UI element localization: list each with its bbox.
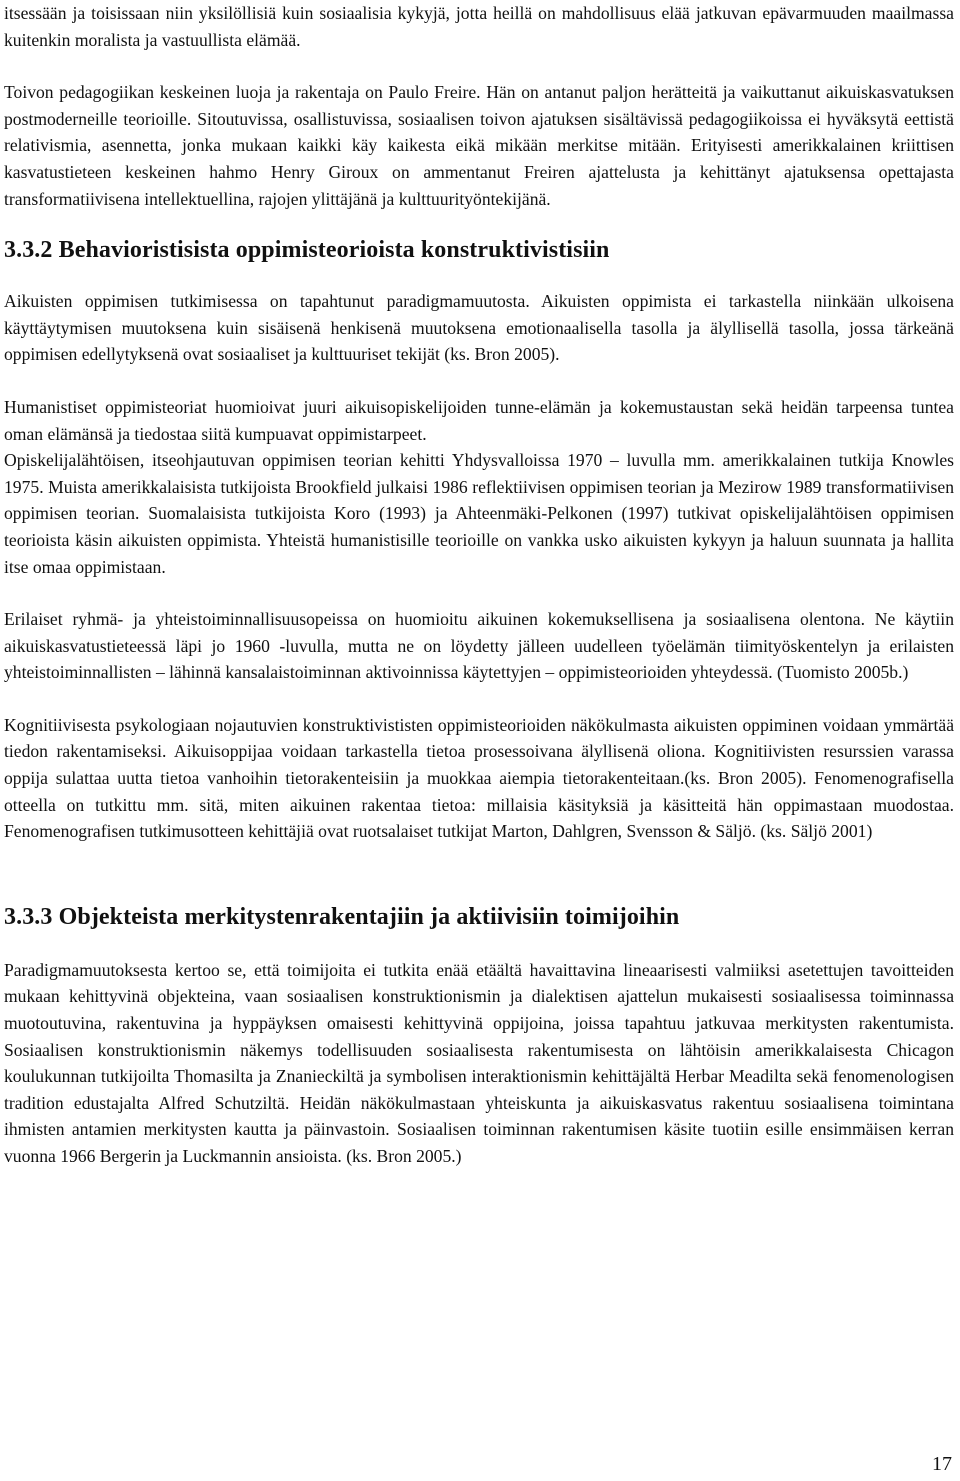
section-heading-3-3-2: 3.3.2 Behavioristisista oppimisteorioista konstruktivistisiin	[4, 237, 610, 264]
section-heading-3-3-3: 3.3.3 Objekteista merkitystenrakentajiin ja aktiivisiin toimijoihin	[4, 903, 680, 930]
paragraph-humanistic: Humanistiset oppimisteoriat huomioivat juuri aikuisopiskelijoiden tunne-elämän ja kokemustaustan sekä heidän tarpeensa tuntea oman elämänsä ja tiedostaa siitä kumpuavat oppimistarpeet.	[4, 396, 954, 444]
paragraph-group-learning: Erilaiset ryhmä- ja yhteistoiminnallisuusopeissa on huomioitu aikuinen kokemuksellisena ja sosiaalisena olentona. Ne käytiin aikuiskasvatustieteessä läpi jo 1960 -luvulla, mutta ne on löydetty jälleen uudelleen työelämän tiimityöskentelyn ja erilaisten yhteistoiminnallisten – lähinnä kansalaistoiminnan aktivoinnissa käytettyjen – oppimisteorioiden yhteydessä. (Tuomisto 2005b.)	[4, 609, 954, 683]
paragraph-cognitive: Kognitiivisesta psykologiaan nojautuvien konstruktivististen oppimisteorioiden näkökulmasta aikuisten oppiminen voidaan ymmärtää tiedon rakentamiseksi. Aikuisoppijaa voidaan tarkastella tietoa prosessoivana älyllisenä oliona. Kognitiivisten resurssien varassa oppija sulattaa uutta tietoa vanhoihin tietorakenteisiin ja muokkaa aiempia tietorakenteitaan.(ks. Bron 2005). Fenomenografisella otteella on tutkittu mm. sitä, miten aikuinen rakentaa tietoa: millaisia käsityksiä ja käsitteitä hän oppimastaan muodostaa. Fenomenografisen tutkimusotteen kehittäjiä ovat ruotsalaiset tutkijat Marton, Dahlgren, Svensson & Säljö. (ks. Säljö 2001)	[4, 714, 954, 842]
paragraph-constructionism: Paradigmamuutoksesta kertoo se, että toimijoita ei tutkita enää etäältä havaittavina lineaarisesti valmiiksi asetettujen tavoitteiden mukaan kehittyvinä objekteina, vaan sosiaalisen konstruktionismin ja dialektisen ajattelun mukaisesti sosiaalisessa toiminnassa muotoutuvina, rakentuvina ja hyppäyksen omaisesti kehittyvinä oppijoina, joissa tapahtuu jatkuvaa merkitysten rakentumista. Sosiaalisen konstruktionismin näkemys todellisuuden sosiaalisesta rakentumisesta on lähtöisin amerikkalaisesta Chicagon koulukunnan tutkijoilta Thomasilta ja Znanieckiltä ja symbolisen interaktionismin kehittäjältä Herbar Meadilta sekä fenomenologisen tradition edustajalta Alfred Schutziltä. Heidän näkökulmastaan yhteiskunta ja aikuiskasvatus rakentuu sosiaalisena toimintana ihmisten antamien merkitysten kautta ja päinvastoin. Sosiaalisen toiminnan rakentumisen käsite tuotiin esille ensimmäisen kerran vuonna 1966 Bergerin ja Luckmannin ansioista. (ks. Bron 2005.)	[4, 959, 954, 1166]
paragraph-learner-centered: Opiskelijalähtöisen, itseohjautuvan oppimisen teorian kehitti Yhdysvalloissa 1970 – luvulla mm. amerikkalainen tutkija Knowles 1975. Muista amerikkalaisista tutkijoista Brookfield julkaisi 1986 reflektiivisen oppimisen teorian ja Mezirow 1989 transformatiivisen oppimisen teorian. Suomalaisista tutkijoista Koro (1993) ja Ahteenmäki-Pelkonen (1997) tutkivat opiskelijalähtöisen oppimisen teorioista käsin aikuisten oppimista. Yhteistä humanistisille teorioille on vankka usko aikuisten kykyyn ja haluun suunnata ja hallita itse omaa oppimistaan.	[4, 450, 954, 577]
paragraph-freire: Toivon pedagogiikan keskeinen luoja ja rakentaja on Paulo Freire. Hän on antanut paljon herätteitä ja vaikuttanut aikuiskasvatuksen postmoderneille teorioille. Sitoutuvissa, osallistuvissa, sosiaalisen toivon ajatuksen sisältävissä pedagogiikoissa ei hyväksytä eettistä relativismia, asennetta, jonka mukaan kaikki käy kaikesta eikä mikään merkitse mitään. Erityisesti amerikkalainen kriittisen kasvatustieteen keskeinen hahmo Henry Giroux on ammentanut Freiren ajattelusta ja kehittänyt ajatuksensa opettajasta transformatiivisena intellektuellina, rajojen ylittäjänä ja kulttuurityöntekijänä.	[4, 82, 954, 209]
document-page	[4, 0, 954, 1170]
paragraph-continuation: itsessään ja toisissaan niin yksilöllisiä kuin sosiaalisia kykyjä, jotta heillä on mahdollisuus elää jatkuvan epävarmuuden maailmassa kuitenkin moralista ja vastuullista elämää.	[4, 3, 954, 50]
paragraph-paradigm: Aikuisten oppimisen tutkimisessa on tapahtunut paradigmamuutosta. Aikuisten oppimista ei tarkastella niinkään ulkoisena käyttäytymisen muutoksena kuin sisäisenä henkisenä muutoksena emotionaalisella tasolla ja älyllisellä tasolla, jossa tärkeänä oppimisen edellytyksenä ovat sosiaaliset ja kulttuuriset tekijät (ks. Bron 2005).	[4, 291, 954, 365]
page-number: 17	[932, 1453, 952, 1475]
